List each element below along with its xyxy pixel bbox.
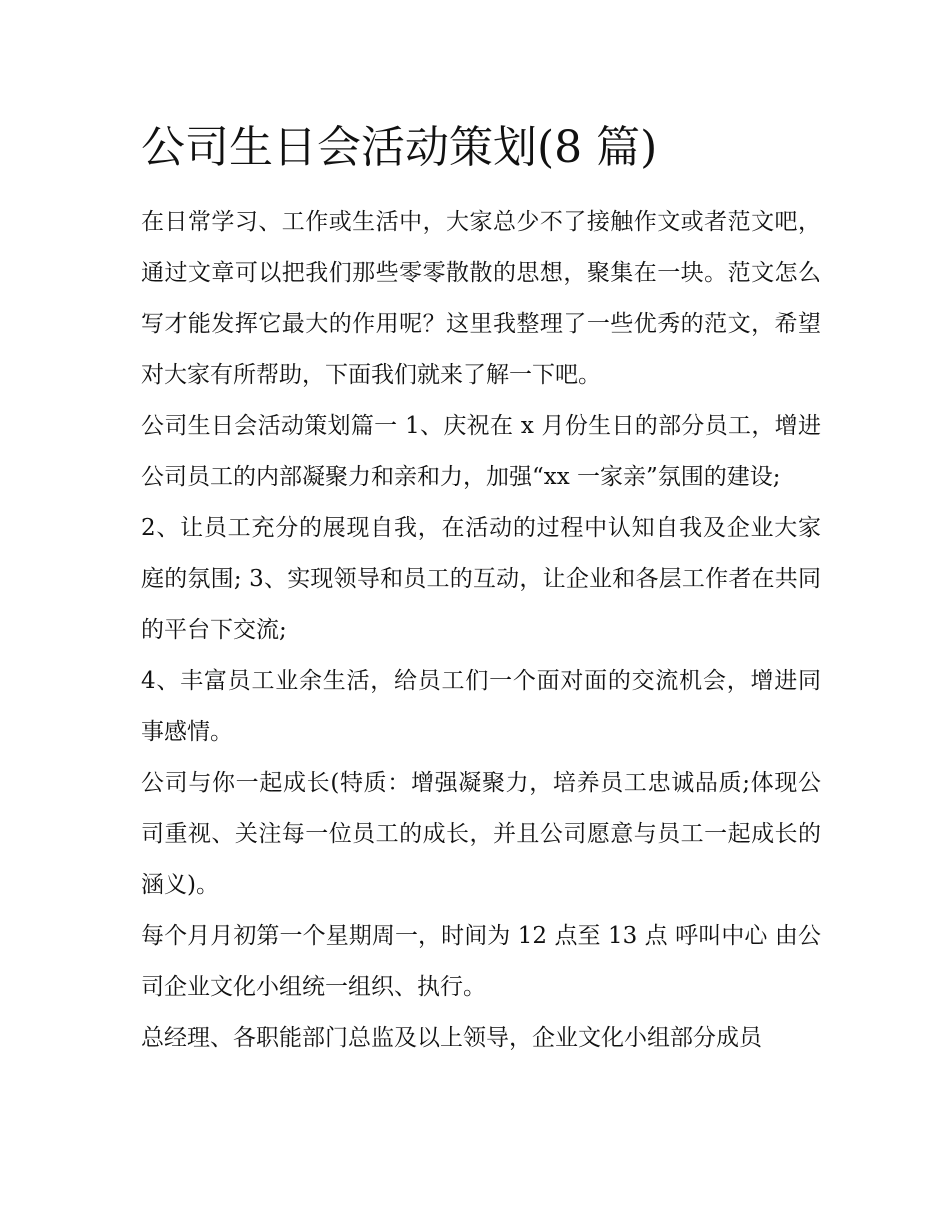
document-body [141,197,821,1064]
document-title: 公司生日会活动策划(8 篇) [141,122,658,173]
paragraph-schedule: 每个月月初第一个星期周一，时间为 12 点至 13 点 呼叫中心 由公司企业文化小组统一组织、执行。 [141,923,821,1000]
paragraph-purpose-2-3: 2、让员工充分的展现自我，在活动的过程中认知自我及企业大家庭的氛围; 3、实现领导和员工的互动，让企业和各层工作者在共同的平台下交流; [141,515,821,643]
paragraph-participants: 总经理、各职能部门总监及以上领导，企业文化小组部分成员 [141,1025,762,1051]
paragraph-intro: 在日常学习、工作或生活中，大家总少不了接触作文或者范文吧，通过文章可以把我们那些零零散散的思想，聚集在一块。范文怎么写才能发挥它最大的作用呢？这里我整理了一些优秀的范文，希望对大家有所帮助，下面我们就来了解一下吧。 [141,209,821,388]
paragraph-purpose-1: 公司生日会活动策划篇一 1、庆祝在 x 月份生日的部分员工，增进公司员工的内部凝聚力和亲和力，加强“xx 一家亲”氛围的建设; [141,413,821,490]
paragraph-purpose-4: 4、丰富员工业余生活，给员工们一个面对面的交流机会，增进同事感情。 [141,668,821,745]
paragraph-theme: 公司与你一起成长(特质：增强凝聚力，培养员工忠诚品质;体现公司重视、关注每一位员工的成长，并且公司愿意与员工一起成长的涵义)。 [141,770,821,898]
